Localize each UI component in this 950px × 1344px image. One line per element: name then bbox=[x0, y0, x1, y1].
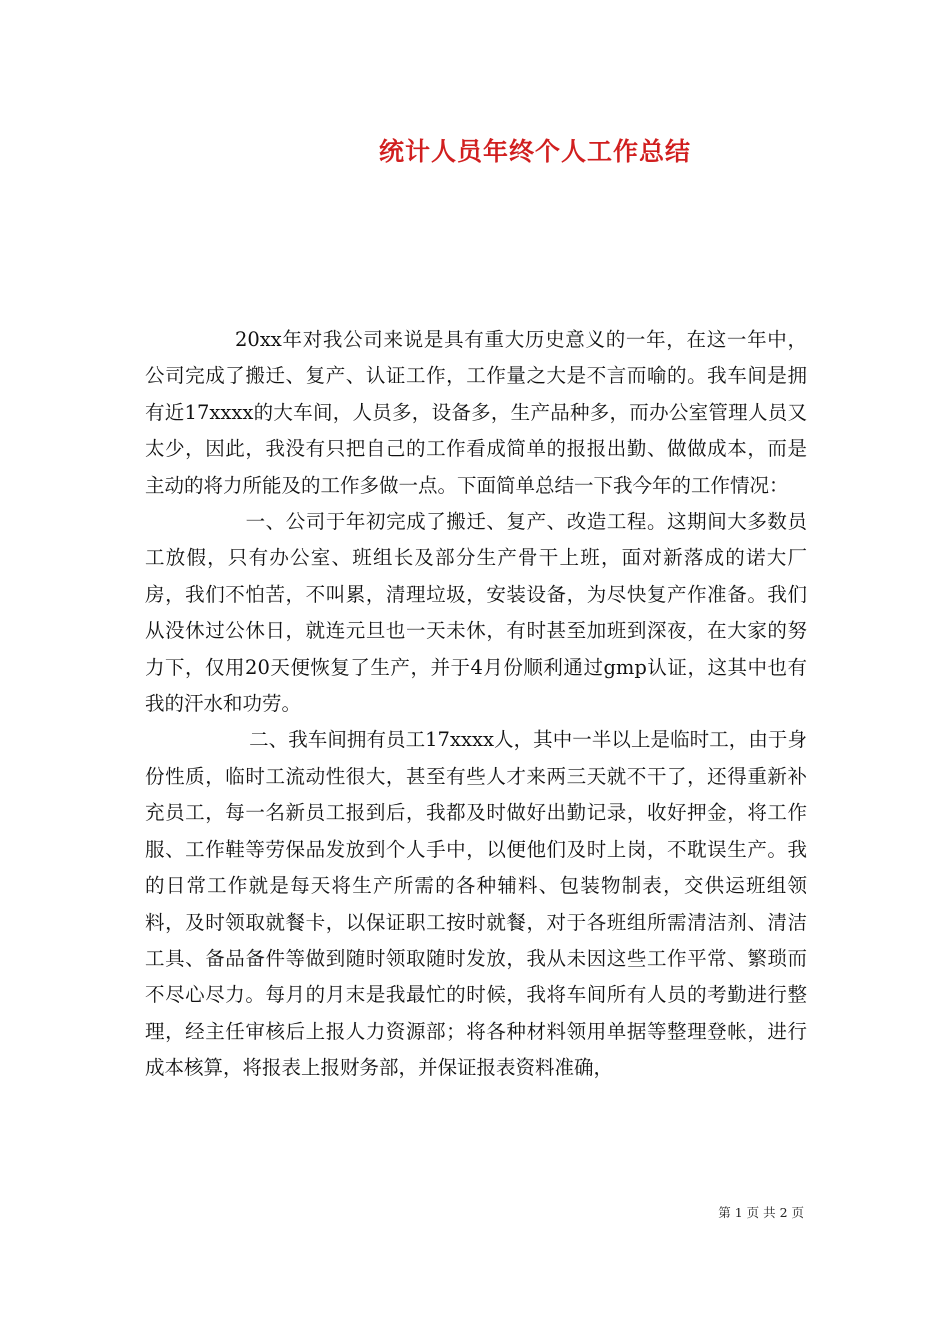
document-body bbox=[145, 322, 807, 1087]
paragraph-section-2-text: 二、我车间拥有员工17xxxx人，其中一半以上是临时工，由于身份性质，临时工流动性很大，甚至有些人才来两三天就不干了，还得重新补充员工，每一名新员工报到后，我都及时做好出勤记录，收好押金，将工作服、工作鞋等劳保品发放到个人手中，以便他们及时上岗，不耽误生产。我的日常工作就是每天将生产所需的各种辅料、包装物制表，交供运班组领料，及时领取就餐卡，以保证职工按时就餐，对于各班组所需清洁剂、清洁工具、备品备件等做到随时领取随时发放，我从未因这些工作平常、繁琐而不尽心尽力。每月的月末是我最忙的时候，我将车间所有人员的考勤进行整理，经主任审核后上报人力资源部；将各种材料领用单据等整理登帐，进行成本核算，将报表上报财务部，并保证报表资料准确， bbox=[145, 728, 807, 1080]
paragraph-intro-text: 20xx年对我公司来说是具有重大历史意义的一年，在这一年中，公司完成了搬迁、复产、认证工作，工作量之大是不言而喻的。我车间是拥有近17xxxx的大车间，人员多，设备多，生产品种多，而办公室管理人员又太少，因此，我没有只把自己的工作看成简单的报报出勤、做做成本，而是主动的将力所能及的工作多做一点。下面简单总结一下我今年的工作情况： bbox=[145, 328, 807, 497]
document-title: 统计人员年终个人工作总结 bbox=[378, 137, 691, 166]
paragraph-section-1 bbox=[145, 504, 807, 722]
paragraph-section-1-text: 一、公司于年初完成了搬迁、复产、改造工程。这期间大多数员工放假，只有办公室、班组长及部分生产骨干上班，面对新落成的诺大厂房，我们不怕苦，不叫累，清理垃圾，安装设备，为尽快复产作准备。我们从没休过公休日，就连元旦也一天未休，有时甚至加班到深夜，在大家的努力下，仅用20天便恢复了生产，并于4月份顺利通过gmp认证，这其中也有我的汗水和功劳。 bbox=[145, 510, 807, 716]
page-number-footer: 第 1 页 共 2 页 bbox=[718, 1205, 804, 1220]
paragraph-intro bbox=[145, 322, 807, 504]
paragraph-section-2 bbox=[145, 722, 807, 1086]
